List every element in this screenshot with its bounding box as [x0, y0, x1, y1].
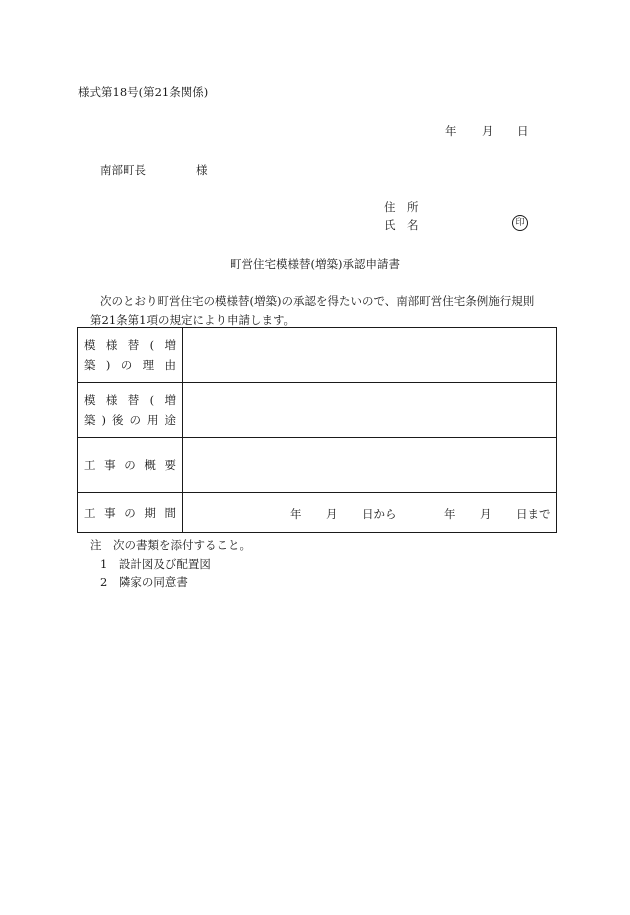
label-line: [84, 335, 176, 355]
modification-reason-field[interactable]: [183, 328, 557, 383]
label-line: [84, 503, 176, 523]
label-char: の: [124, 505, 136, 520]
label-line: [84, 455, 176, 475]
period-start-year: 年: [290, 506, 302, 521]
label-char: 築: [84, 413, 96, 427]
label-char: 理: [142, 358, 155, 372]
date-line: [430, 123, 530, 139]
label-char: 築: [84, 358, 96, 372]
notes-heading: 注 次の書類を添付すること。: [90, 538, 251, 552]
date-year-label: 年: [445, 124, 457, 138]
construction-overview-field[interactable]: [183, 438, 557, 493]
row-label-modification-reason: [78, 328, 183, 383]
period-cell: [183, 494, 556, 532]
label-line: [84, 355, 176, 375]
label-char: 模: [84, 393, 96, 407]
label-char: 替: [127, 338, 140, 352]
period-end-day: 日まで: [516, 506, 551, 521]
label-char: 模: [84, 338, 96, 352]
seal-icon: 印: [512, 215, 528, 231]
label-char: 要: [164, 458, 176, 472]
label-char: 概: [144, 458, 156, 472]
addressee-honorific: 様: [196, 163, 208, 177]
period-end-month: 月: [480, 506, 492, 521]
addressee-name: 南部町長: [100, 163, 146, 177]
construction-period-field[interactable]: [183, 493, 557, 533]
table-row-construction-period: [78, 493, 557, 533]
period-start-day: 日から: [362, 506, 397, 521]
application-table: [77, 327, 557, 533]
label-char: 増: [164, 338, 176, 352]
applicant-name-label: 氏 名: [384, 218, 419, 232]
notes-item: 2 隣家の同意書: [100, 575, 188, 589]
label-char: 事: [104, 505, 116, 520]
table-row-construction-overview: [78, 438, 557, 493]
row-label-post-modification-use: [78, 383, 183, 438]
label-char: 間: [164, 505, 176, 520]
body-text-line-2: 第21条第1項の規定により申請します。: [90, 313, 296, 327]
label-char: ): [105, 358, 111, 372]
table-row-post-modification-use: [78, 383, 557, 438]
label-char: 用: [147, 413, 159, 427]
document-title: 町営住宅模様替(増築)承認申請書: [230, 257, 400, 271]
label-char: 由: [164, 358, 176, 372]
label-char: (: [149, 338, 155, 352]
applicant-address-label: 住 所: [384, 200, 419, 214]
label-char: 後: [112, 413, 124, 427]
label-char: の: [124, 458, 136, 472]
label-char: 工: [84, 458, 96, 472]
label-char: 途: [164, 413, 176, 427]
row-label-construction-period: [78, 493, 183, 533]
label-char: の: [120, 358, 133, 372]
notes-item: 1 設計図及び配置図: [100, 557, 211, 571]
form-number: 様式第18号(第21条関係): [78, 85, 209, 99]
label-char: 工: [84, 505, 96, 520]
label-line: [84, 390, 176, 410]
row-label-construction-overview: [78, 438, 183, 493]
body-text-line-1: 次のとおり町営住宅の模様替(増築)の承認を得たいので、南部町営住宅条例施行規則: [100, 294, 535, 308]
date-month-label: 月: [482, 124, 494, 138]
label-line: [84, 410, 176, 430]
label-char: の: [129, 413, 141, 427]
post-modification-use-field[interactable]: [183, 383, 557, 438]
date-day-label: 日: [517, 124, 529, 138]
label-char: 増: [164, 393, 176, 407]
label-char: 期: [144, 505, 156, 520]
label-char: (: [149, 393, 155, 407]
label-char: 様: [105, 338, 118, 352]
period-end-year: 年: [444, 506, 456, 521]
table-row-modification-reason: [78, 328, 557, 383]
label-char: 様: [105, 393, 118, 407]
label-char: 事: [104, 458, 116, 472]
label-char: ): [101, 413, 106, 427]
period-start-month: 月: [326, 506, 338, 521]
label-char: 替: [127, 393, 140, 407]
